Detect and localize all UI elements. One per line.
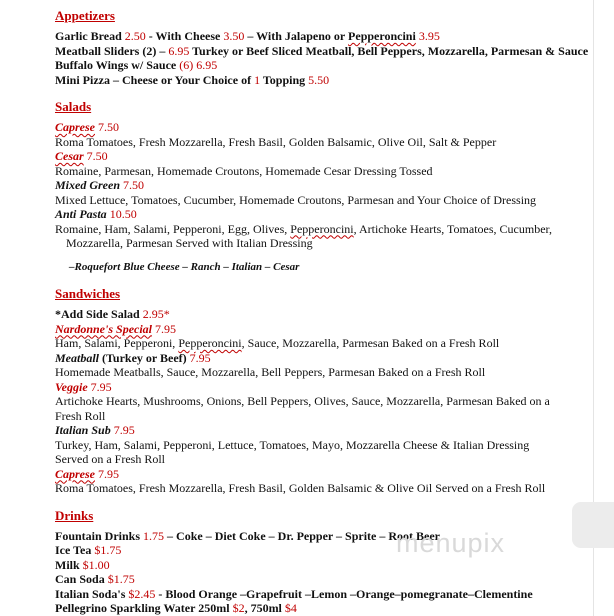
- menu-text-segment: Fresh Roll: [55, 408, 106, 423]
- menu-text-segment: 3.95: [418, 29, 440, 43]
- menu-text-segment: Romaine, Ham, Salami, Pepperoni, Egg, Olives,: [55, 221, 291, 236]
- menu-line: [55, 322, 614, 337]
- menu-text-segment: 7.50: [98, 120, 119, 134]
- menu-text-segment: Mini Pizza – Cheese or Your Choice of: [55, 72, 255, 87]
- menu-line: [55, 481, 614, 496]
- menu-line: [55, 164, 614, 179]
- menu-text-segment: (Turkey or Beef): [99, 350, 190, 365]
- section-title: Drinks: [55, 507, 94, 523]
- menu-text-segment: $2.45: [128, 586, 156, 601]
- menu-text-segment: Ham, Salami, Pepperoni,: [55, 336, 179, 350]
- menu-text-segment: 1.75: [143, 528, 165, 543]
- menu-text-segment: 2.50: [124, 29, 146, 43]
- menu-text-segment: , Sauce, Mozzarella, Parmesan Baked on a Fresh Roll: [241, 336, 500, 350]
- menu-text-segment: Pepperoncini: [290, 221, 354, 236]
- menu-line: [55, 529, 614, 544]
- watermark-logo-block: [572, 502, 614, 548]
- section-title: Salads: [55, 99, 92, 114]
- menu-line: [55, 120, 614, 135]
- menu-text-segment: Ice Tea: [55, 543, 95, 557]
- watermark-text: menupix: [396, 528, 506, 558]
- menu-text-segment: $2: [232, 601, 245, 615]
- menu-section: [55, 508, 614, 616]
- menu-text-segment: Veggie: [55, 379, 88, 394]
- menu-text-segment: 7.95: [98, 466, 119, 481]
- menu-text-segment: Artichoke Hearts, Mushrooms, Onions, Bell Peppers, Olives, Sauce, Mozzarella, Parmesan Baked on a: [55, 394, 550, 408]
- menu-text-segment: – Coke – Diet Coke – Dr. Pepper – Sprite – Root Beer: [164, 528, 440, 543]
- menu-text-segment: Mozzarella, Parmesan Served with Italian Dressing: [66, 236, 313, 250]
- menu-line: [55, 587, 614, 602]
- menu-text-segment: 7.50: [123, 178, 144, 192]
- menu-line: [55, 336, 614, 351]
- menu-line: [55, 207, 614, 222]
- menu-line: [55, 423, 614, 438]
- menu-text-segment: Meatball: [55, 350, 99, 365]
- section-title: Appetizers: [55, 8, 115, 23]
- menu-line: [55, 365, 614, 380]
- menu-text-segment: Italian Soda's: [55, 586, 129, 601]
- menu-text-segment: (6) 6.95: [179, 58, 218, 72]
- menu-text-segment: 7.95: [113, 423, 135, 437]
- menu-text-segment: $4: [284, 601, 297, 615]
- menu-line: [55, 409, 614, 424]
- menu-text-segment: Pepperoncini: [178, 336, 242, 350]
- menu-text-segment: 7.95: [189, 350, 211, 365]
- menu-line: [55, 307, 614, 322]
- menu-line: [55, 394, 614, 409]
- menu-text-segment: Mixed Green: [55, 178, 120, 192]
- menu-text-segment: 2.95*: [142, 307, 170, 321]
- menu-line: [55, 29, 614, 44]
- menu-line: [66, 236, 614, 251]
- menu-text-segment: Cesar: [55, 149, 84, 163]
- menu-text-segment: - With Cheese: [145, 29, 224, 43]
- menu-line: [55, 135, 614, 150]
- menu-text-segment: Caprese: [55, 466, 95, 481]
- menu-line: [55, 558, 614, 573]
- menu-line: [55, 467, 614, 482]
- menu-text-segment: 5.50: [308, 72, 330, 87]
- menu-text-segment: , 750ml: [244, 601, 285, 615]
- menu-section: [55, 99, 614, 274]
- menu-line: [69, 260, 614, 275]
- menu-text-segment: Fountain Drinks: [55, 528, 144, 543]
- menu-text-segment: Pellegrino Sparkling Water 250ml: [55, 601, 233, 615]
- menu-line: [55, 572, 614, 587]
- menu-text-segment: 7.95: [155, 321, 177, 336]
- menu-text-segment: Anti Pasta: [55, 207, 107, 221]
- menu-text-segment: – With Jalapeno or: [244, 29, 349, 43]
- menu-text-segment: Turkey or Beef Sliced Meatball, Bell Peppers, Mozzarella, Parmesan & Sauce: [189, 43, 589, 58]
- menu-text-segment: $1.00: [82, 557, 110, 572]
- menu-text-segment: Pepperoncini: [348, 29, 416, 43]
- menu-text-segment: Nardonne's Special: [55, 321, 153, 336]
- menu-text-segment: Romaine, Parmesan, Homemade Croutons, Homemade Cesar Dressing Tossed: [55, 163, 433, 178]
- menu-text-segment: Meatball Sliders (2) –: [55, 43, 169, 58]
- menu-text-segment: Roma Tomatoes, Fresh Mozzarella, Fresh Basil, Golden Balsamic, Olive Oil, Salt & Pepper: [55, 134, 497, 149]
- menu-line: [55, 178, 614, 193]
- menu-text-segment: - Blood Orange –Grapefruit –Lemon –Orange–pomegranate–Clementine: [155, 586, 533, 601]
- menu-text-segment: Roma Tomatoes, Fresh Mozzarella, Fresh Basil, Golden Balsamic & Olive Oil Served on a Fresh Roll: [55, 481, 546, 495]
- menu-text-segment: Homemade Meatballs, Sauce, Mozzarella, Bell Peppers, Parmesan Baked on a Fresh Roll: [55, 365, 486, 379]
- menu-text-segment: Mixed Lettuce, Tomatoes, Cucumber, Homemade Croutons, Parmesan and Your Choice of Dressing: [55, 192, 537, 207]
- menu-text-segment: Milk: [55, 557, 83, 572]
- menu-text-segment: Turkey, Ham, Salami, Pepperoni, Lettuce, Tomatoes, Mayo, Mozzarella Cheese & Italian Dressing: [55, 437, 530, 452]
- menu-line: [55, 222, 614, 237]
- menu-line: [55, 438, 614, 453]
- menu-section: [55, 286, 614, 496]
- menu-text-segment: Caprese: [55, 120, 95, 134]
- menu-text-segment: 10.50: [109, 207, 137, 221]
- menu-text-segment: $1.75: [107, 572, 135, 586]
- menu-text-segment: , Artichoke Hearts, Tomatoes, Cucumber,: [353, 221, 553, 236]
- menu-text-segment: Buffalo Wings w/ Sauce: [55, 58, 180, 72]
- menu-text-segment: 7.50: [86, 149, 108, 163]
- menu-text-segment: $1.75: [94, 543, 122, 557]
- section-title: Sandwiches: [55, 286, 121, 301]
- menu-section: [55, 8, 614, 87]
- menu-text-segment: Topping: [260, 72, 309, 87]
- menu-text-segment: Can Soda: [55, 572, 108, 586]
- menu-text-segment: Served on a Fresh Roll: [55, 452, 165, 466]
- menu-line: [55, 601, 614, 616]
- menu-text-segment: 1: [254, 72, 261, 87]
- menu-line: [55, 44, 614, 59]
- menu-line: [55, 452, 614, 467]
- menu-root: [55, 8, 614, 616]
- menu-line: [55, 193, 614, 208]
- menu-line: [55, 149, 614, 164]
- menu-line: [55, 380, 614, 395]
- menu-text-segment: 6.95: [168, 43, 190, 58]
- menu-text-segment: 3.50: [223, 29, 245, 43]
- menu-line: [55, 351, 614, 366]
- menu-text-segment: Italian Sub: [55, 423, 111, 437]
- menu-line: [55, 58, 614, 73]
- menu-line: [55, 543, 614, 558]
- menu-text-segment: 7.95: [90, 379, 112, 394]
- menu-text-segment: Garlic Bread: [55, 29, 125, 43]
- menu-text-segment: –Roquefort Blue Cheese – Ranch – Italian – Cesar: [69, 260, 300, 273]
- menu-line: [55, 73, 614, 88]
- menu-text-segment: *Add Side Salad: [55, 307, 143, 321]
